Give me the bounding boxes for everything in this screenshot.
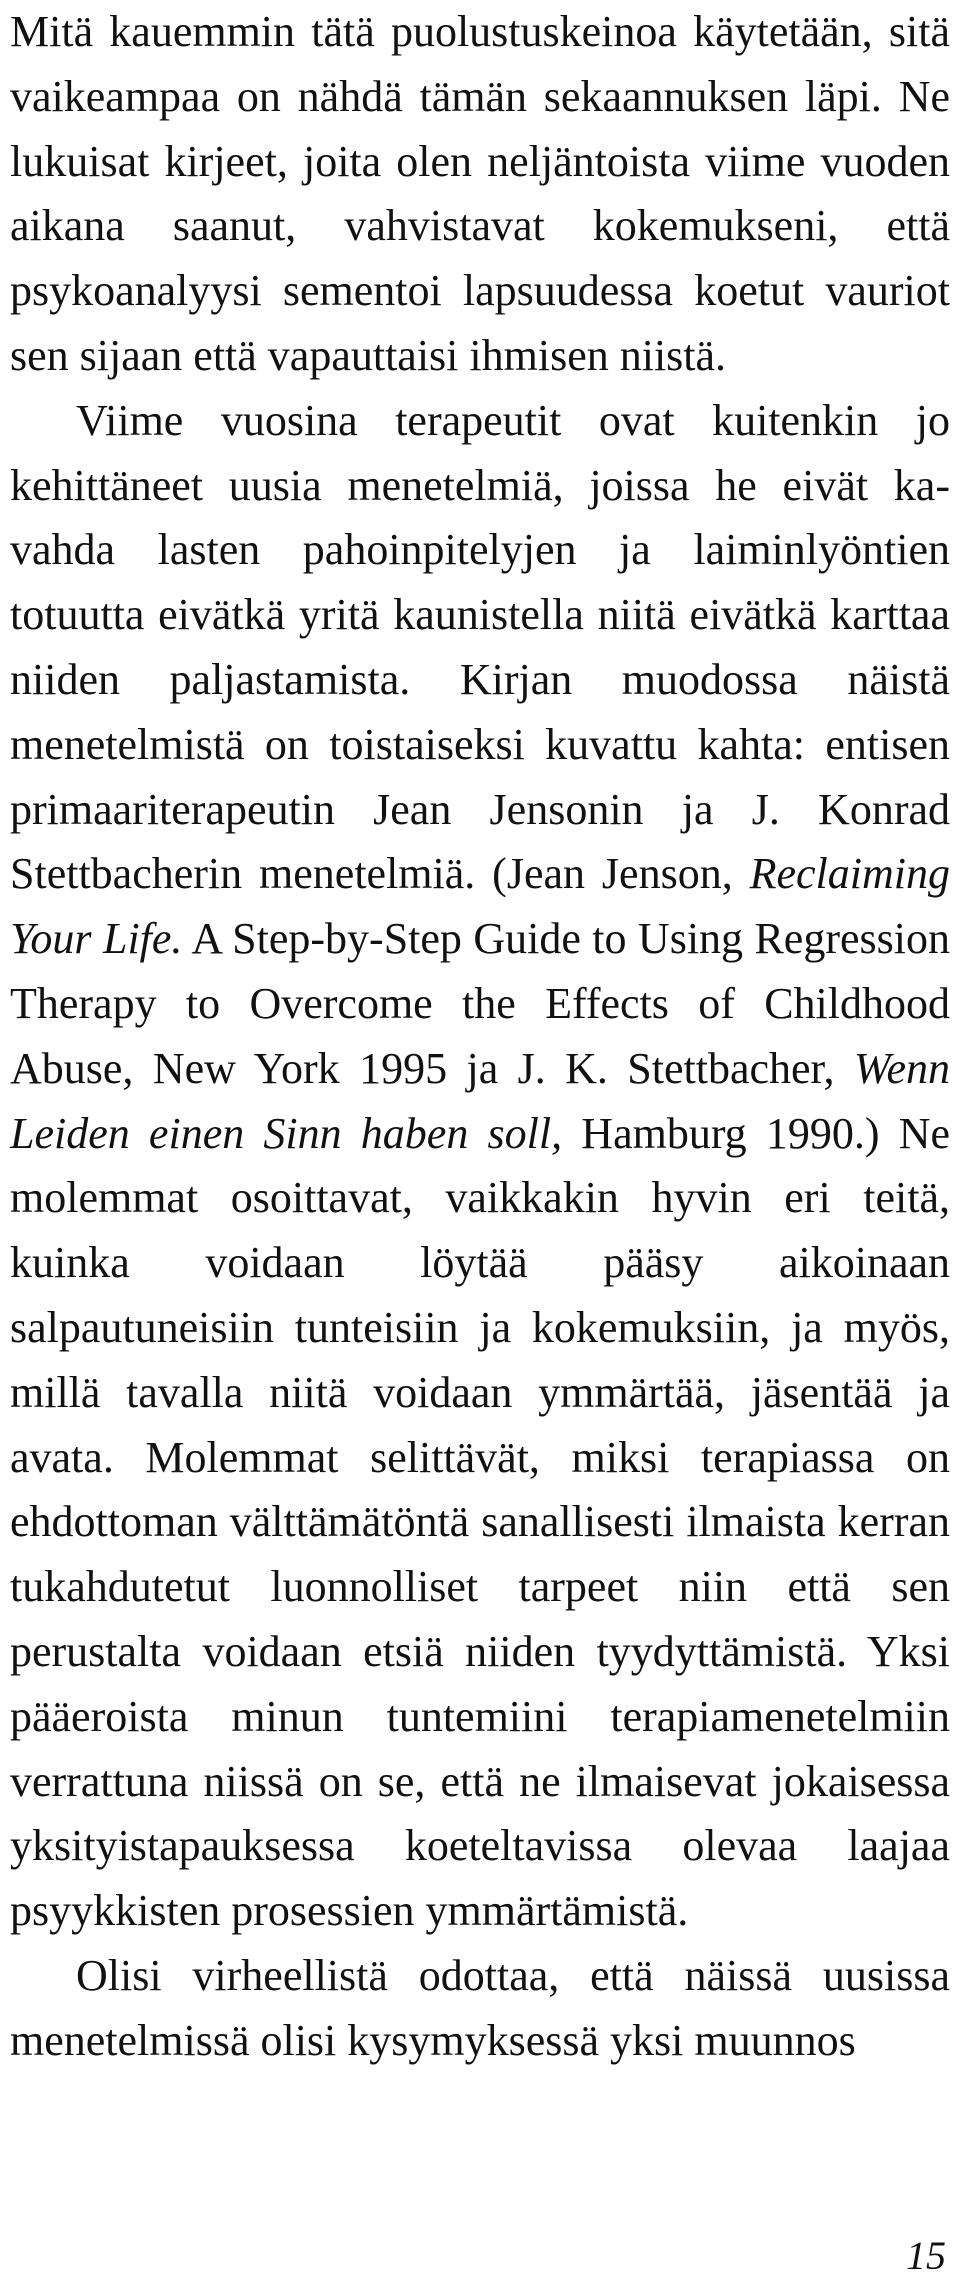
book-title-reclaiming: Reclaiming Your Life. — [10, 849, 950, 964]
paragraph-3: Olisi virheellistä odottaa, että näissä uusissa menetelmissä olisi kysymyksessä yksi muunnos — [10, 1950, 950, 2065]
paragraph-2-text-c: Hamburg 1990.) Ne molemmat osoittavat, vaikkakin hyvin eri teitä, kuinka voidaan löytää pääsy aikoinaan salpautuneisiin tunteisiin ja kokemuksiin, ja myös, millä tavalla niitä voidaan ymmärtää, jäsentää ja avata. Molemmat selittävät, miksi terapiassa on ehdottoman välttämätöntä sanallisesti ilmaista kerran tukahdutetut luonnolliset tarpeet niin että sen perustalta voidaan etsiä niiden tyydyttämistä. Yksi pääeroista minun tuntemiini terapiamenetelmiin verrattuna niissä on se, että ne ilmaisevat jokaisessa yksityistapauksessa koeteltavissa olevaa laajaa psyykkisten prosessien ymmärtämistä. — [10, 1108, 951, 1936]
page-body — [10, 0, 950, 2074]
book-title-wenn-leiden: Wenn Leiden einen Sinn haben soll, — [10, 1043, 950, 1158]
paragraph-2-text-b: A Step-by-Step Guide to Using Regression Therapy to Overcome the Effects of Childhood Abuse, New York 1995 ja J. K. Stettbacher, — [10, 914, 950, 1093]
paragraph-2-text-a: Viime vuosina terapeutit ovat kuitenkin jo kehittäneet uusia menetelmiä, joissa he eivät kavahda lasten pahoinpitelyjen ja laiminlyöntien totuutta eivätkä yritä kaunistella niitä eivätkä karttaa niiden paljastamista. Kirjan muodossa näistä menetelmistä on toistaiseksi kuvattu kahta: entisen primaariterapeutin Jean Jensonin ja J. Konrad Stettbacherin menetelmiä. (Jean Jenson, — [10, 395, 950, 899]
paragraph-2 — [10, 389, 950, 1944]
page-number: 15 — [906, 2233, 946, 2278]
paragraph-1: Mitä kauemmin tätä puolustuskeinoa käytetään, sitä vaikeampaa on nähdä tämän sekaannuksen läpi. Ne lukuisat kirjeet, joita olen neljäntoista viime vuoden aikana saanut, vahvistavat kokemukseni, että psykoanalyysi sementoi lapsuudessa koetut vauriot sen sijaan että vapauttaisi ihmisen niistä. — [10, 7, 950, 380]
